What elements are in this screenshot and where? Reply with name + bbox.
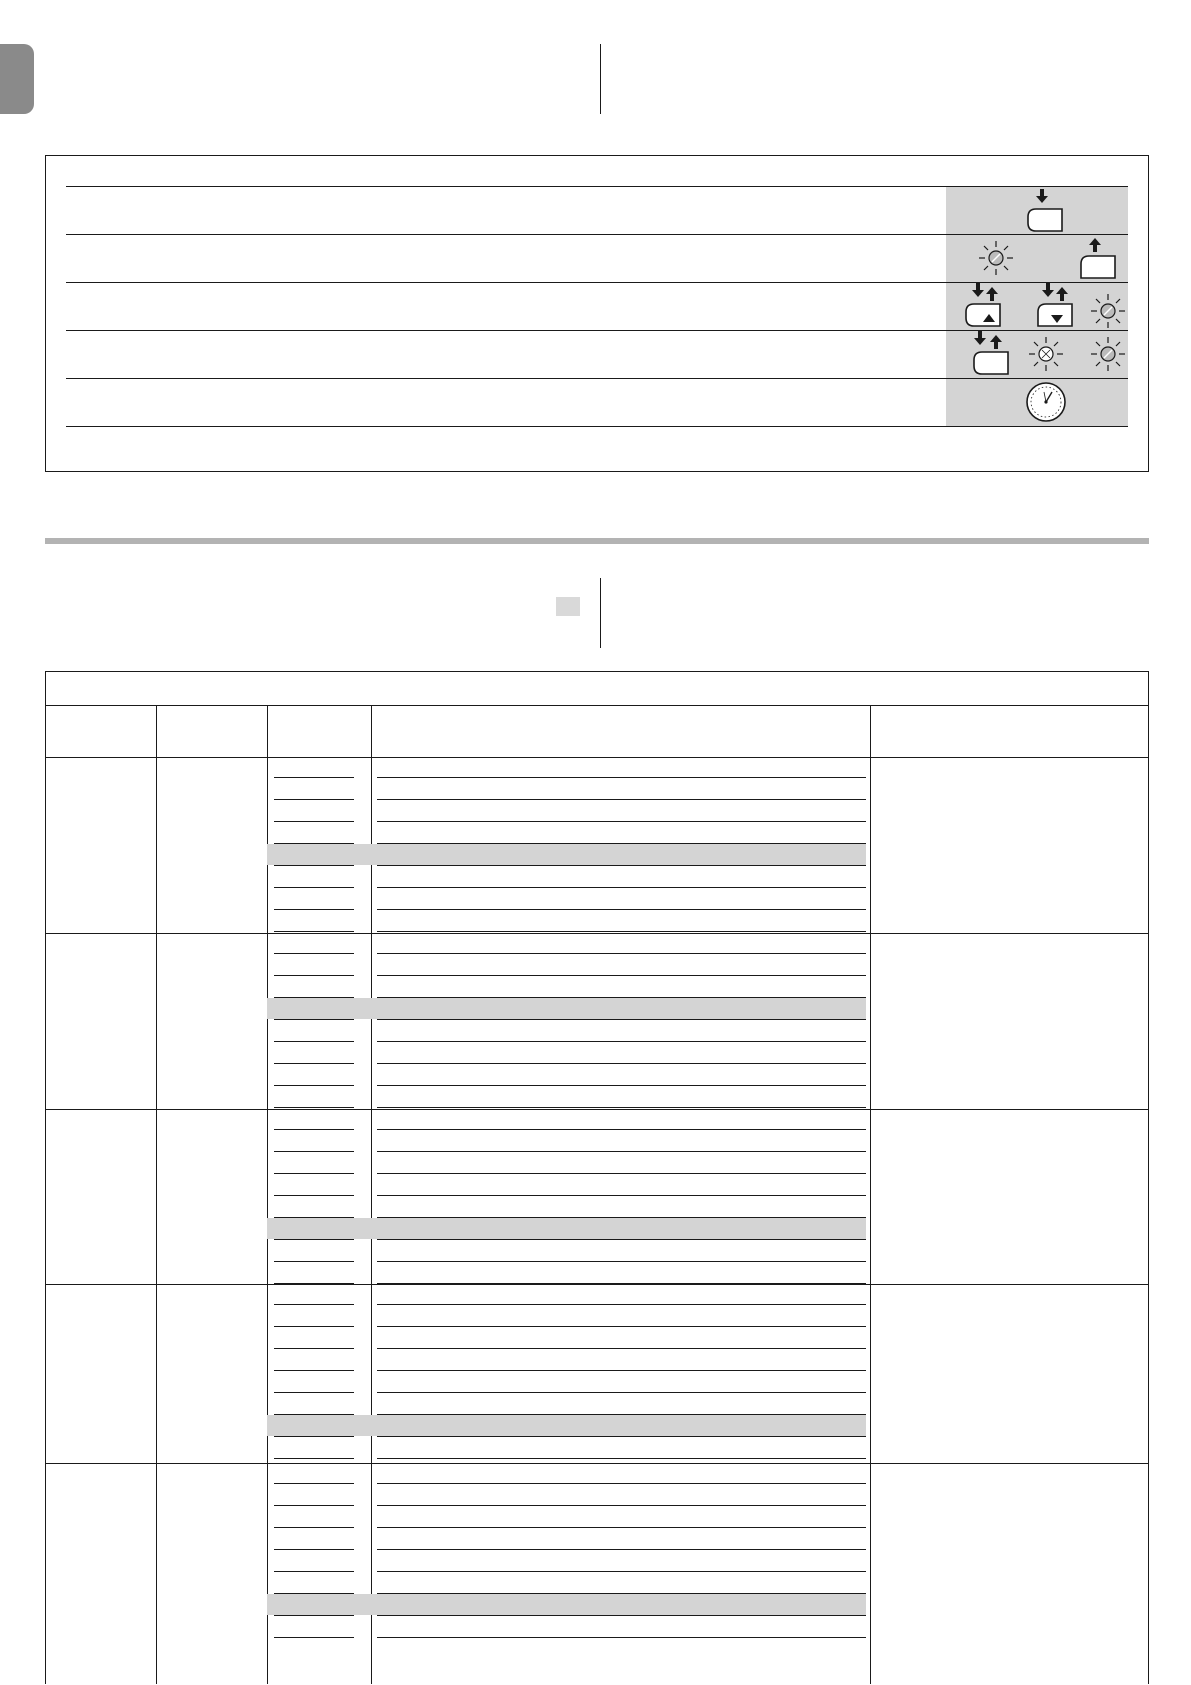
option-value-line	[274, 887, 354, 888]
selected-option-highlight	[267, 844, 866, 865]
function-divider	[46, 1284, 1148, 1285]
option-value-line	[274, 1041, 354, 1042]
function-block	[46, 933, 1148, 1109]
release-button-icon	[1081, 238, 1115, 278]
option-description-line	[377, 1392, 866, 1393]
option-value-line	[274, 931, 354, 932]
option-description-line	[377, 1063, 866, 1064]
option-description-line	[377, 1304, 866, 1305]
option-value-line	[274, 1637, 354, 1638]
option-value-line	[274, 1239, 354, 1240]
option-description-line	[377, 1085, 866, 1086]
language-tab	[0, 44, 34, 114]
option-value-line	[274, 1085, 354, 1086]
section-marker	[556, 597, 580, 616]
option-value-line	[274, 1571, 354, 1572]
option-description-line	[377, 997, 866, 998]
function-block	[46, 1463, 1148, 1685]
option-value-line	[274, 865, 354, 866]
option-description-line	[377, 1458, 866, 1459]
option-description-line	[377, 799, 866, 800]
function-block	[46, 757, 1148, 933]
parameters-table	[45, 671, 1149, 1684]
option-description-line	[377, 821, 866, 822]
option-description-line	[377, 909, 866, 910]
option-value-line	[274, 1195, 354, 1196]
option-value-line	[274, 1151, 354, 1152]
press-release-up-button-icon	[966, 283, 1000, 326]
option-description-line	[377, 1326, 866, 1327]
led-off-icon	[1029, 337, 1063, 371]
function-divider	[46, 933, 1148, 934]
option-description-line	[377, 865, 866, 866]
option-description-line	[377, 975, 866, 976]
option-value-line	[274, 975, 354, 976]
header-divider	[600, 44, 601, 114]
function-block	[46, 1284, 1148, 1463]
option-description-line	[377, 1637, 866, 1638]
function-block	[46, 1109, 1148, 1284]
option-value-line	[274, 1370, 354, 1371]
option-value-line	[274, 1348, 354, 1349]
option-value-line	[274, 953, 354, 954]
option-value-line	[274, 909, 354, 910]
option-value-line	[274, 1527, 354, 1528]
option-value-line	[274, 1107, 354, 1108]
option-value-line	[274, 1549, 354, 1550]
section-separator	[45, 538, 1149, 544]
selected-option-highlight	[267, 1218, 866, 1239]
option-description-line	[377, 1370, 866, 1371]
option-value-line	[274, 1217, 354, 1218]
option-value-line	[274, 1615, 354, 1616]
timer-icon	[1027, 383, 1065, 421]
option-value-line	[274, 1304, 354, 1305]
option-value-line	[274, 821, 354, 822]
procedure-box	[45, 155, 1149, 472]
table-title-divider	[46, 705, 1148, 706]
option-value-line	[274, 1326, 354, 1327]
option-value-line	[274, 1173, 354, 1174]
option-description-line	[377, 777, 866, 778]
procedure-icons	[46, 156, 1150, 473]
option-description-line	[377, 1151, 866, 1152]
option-value-line	[274, 1483, 354, 1484]
press-release-down-button-icon	[1038, 283, 1072, 326]
option-value-line	[274, 1593, 354, 1594]
option-value-line	[274, 1129, 354, 1130]
option-description-line	[377, 1129, 866, 1130]
option-value-line	[274, 799, 354, 800]
led-blinking-icon	[979, 241, 1013, 275]
led-blinking-icon	[1091, 337, 1125, 371]
option-value-line	[274, 843, 354, 844]
option-value-line	[274, 1458, 354, 1459]
option-description-line	[377, 1019, 866, 1020]
option-description-line	[377, 1549, 866, 1550]
option-value-line	[274, 1392, 354, 1393]
option-description-line	[377, 931, 866, 932]
option-description-line	[377, 1571, 866, 1572]
option-description-line	[377, 1041, 866, 1042]
press-button-icon	[1028, 189, 1062, 231]
option-description-line	[377, 1436, 866, 1437]
option-value-line	[274, 1261, 354, 1262]
option-description-line	[377, 1217, 866, 1218]
option-description-line	[377, 1505, 866, 1506]
press-release-button-icon	[974, 331, 1008, 374]
option-description-line	[377, 1414, 866, 1415]
option-value-line	[274, 1063, 354, 1064]
option-description-line	[377, 1107, 866, 1108]
option-value-line	[274, 1414, 354, 1415]
option-description-line	[377, 1261, 866, 1262]
selected-option-highlight	[267, 998, 866, 1019]
option-description-line	[377, 1195, 866, 1196]
function-divider	[46, 1109, 1148, 1110]
option-description-line	[377, 1239, 866, 1240]
option-description-line	[377, 887, 866, 888]
option-description-line	[377, 843, 866, 844]
option-description-line	[377, 953, 866, 954]
selected-option-highlight	[267, 1594, 866, 1615]
option-value-line	[274, 777, 354, 778]
option-description-line	[377, 1615, 866, 1616]
option-value-line	[274, 1436, 354, 1437]
header-divider	[600, 578, 601, 648]
option-value-line	[274, 1019, 354, 1020]
option-description-line	[377, 1173, 866, 1174]
option-value-line	[274, 1505, 354, 1506]
led-blinking-icon	[1091, 294, 1125, 328]
option-value-line	[274, 997, 354, 998]
function-divider	[46, 1463, 1148, 1464]
option-description-line	[377, 1348, 866, 1349]
selected-option-highlight	[267, 1415, 866, 1436]
option-description-line	[377, 1593, 866, 1594]
option-description-line	[377, 1527, 866, 1528]
option-description-line	[377, 1483, 866, 1484]
